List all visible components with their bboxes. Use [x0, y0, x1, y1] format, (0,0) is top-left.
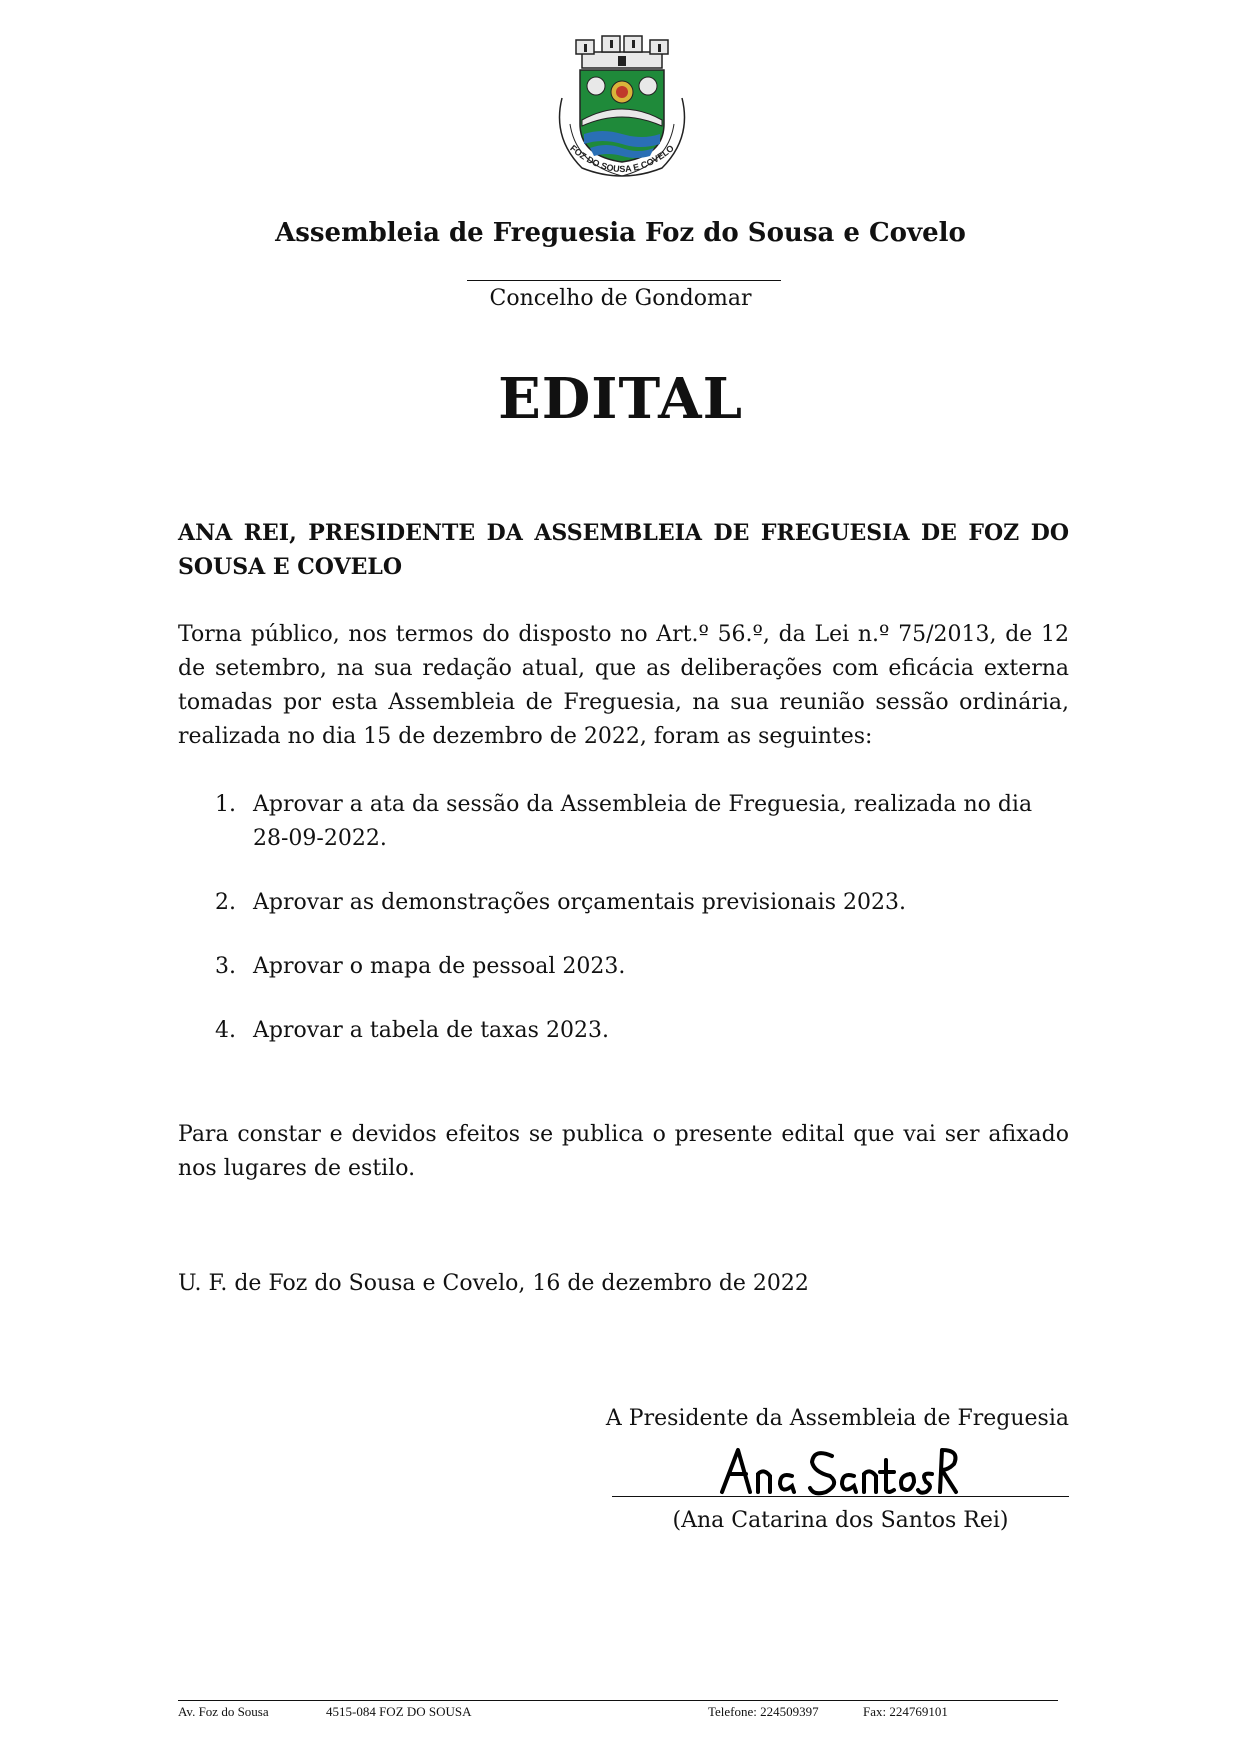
closing-paragraph: Para constar e devidos efeitos se publica o presente edital que vai ser afixado nos lugares de estilo. — [178, 1122, 1069, 1181]
header-divider — [467, 280, 781, 281]
list-item-text: Aprovar a tabela de taxas 2023. — [253, 1018, 609, 1043]
footer-street: Av. Foz do Sousa — [178, 1704, 269, 1719]
footer-divider — [178, 1700, 1058, 1701]
handwritten-signature — [714, 1440, 964, 1504]
place-and-date: U. F. de Foz do Sousa e Covelo, 16 de dezembro de 2022 — [178, 1271, 809, 1296]
parish-coat-of-arms-icon — [532, 28, 712, 188]
signature-line — [612, 1496, 1069, 1497]
resolutions-list — [178, 788, 1069, 1078]
document-title: EDITAL — [498, 366, 743, 432]
list-item-number: 2. — [215, 890, 236, 915]
signatory-role: A Presidente da Assembleia de Freguesia — [605, 1406, 1069, 1431]
footer-fax: Fax: 224769101 — [863, 1704, 948, 1719]
list-item-number: 3. — [215, 954, 236, 979]
list-item-text: Aprovar as demonstrações orçamentais previsionais 2023. — [253, 890, 906, 915]
organization-subtitle: Concelho de Gondomar — [489, 286, 752, 311]
list-item-number: 4. — [215, 1018, 236, 1043]
list-item-text: Aprovar o mapa de pessoal 2023. — [253, 954, 626, 979]
organization-title: Assembleia de Freguesia Foz do Sousa e Covelo — [275, 218, 966, 248]
list-item-text: Aprovar a ata da sessão da Assembleia de Freguesia, realizada no dia 28-09-2022. — [253, 792, 1033, 851]
list-item-number: 1. — [215, 792, 236, 817]
list-item — [178, 950, 1069, 984]
list-item — [178, 788, 1069, 856]
list-item — [178, 886, 1069, 920]
footer-phone: Telefone: 224509397 — [708, 1704, 819, 1719]
crest-motto: FOZ DO SOUSA E COVELO — [568, 143, 676, 175]
list-item — [178, 1014, 1069, 1048]
footer-postal-code: 4515-084 FOZ DO SOUSA — [326, 1704, 472, 1719]
signatory-name: (Ana Catarina dos Santos Rei) — [672, 1508, 1009, 1533]
issuer-heading: ANA REI, PRESIDENTE DA ASSEMBLEIA DE FREGUESIA DE FOZ DO SOUSA E COVELO — [178, 520, 1069, 580]
intro-paragraph: Torna público, nos termos do disposto no Art.º 56.º, da Lei n.º 75/2013, de 12 de setembro, na sua redação atual, que as deliberações com eficácia externa tomadas por esta Assembleia de Freguesia, na sua reunião sessão ordinária, realizada no dia 15 de dezembro de 2022, foram as seguintes: — [178, 622, 1069, 749]
